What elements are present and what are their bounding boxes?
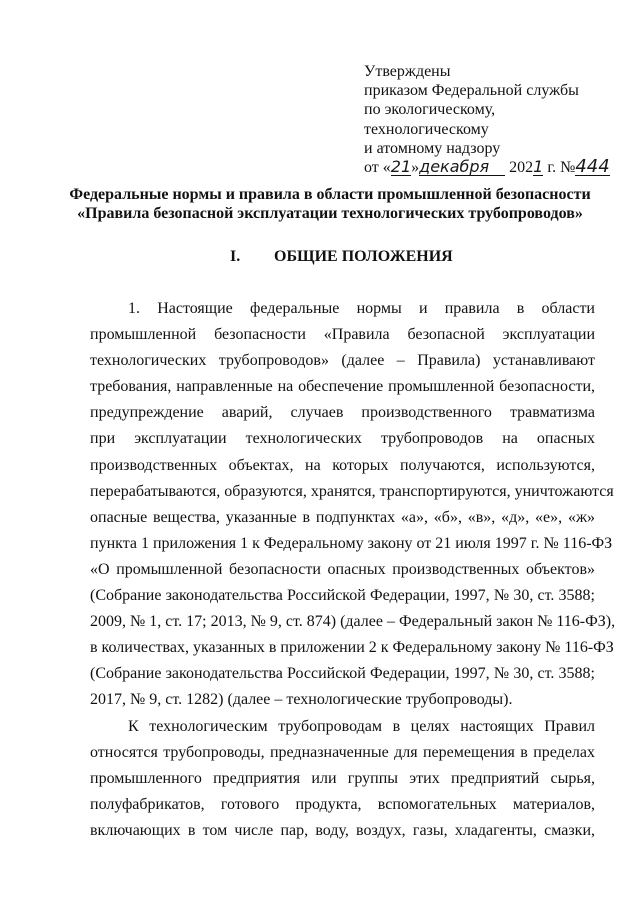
text-line: производственных объектах, на которых получаются, используются, [90, 456, 595, 474]
text-line: предупреждение аварий, случаев производственного травматизма [90, 404, 595, 422]
date-year-prefix: 202 [509, 159, 534, 177]
text-line: промышленного предприятия или группы этих предприятий сырья, [90, 770, 595, 788]
text-line: в количествах, указанных в приложении 2 к Федеральному закону № 116-ФЗ [90, 639, 614, 657]
text-line: технологических трубопроводов» (далее – Правила) устанавливают [90, 352, 595, 370]
text-line: полуфабрикатов, готового продукта, вспомогательных материалов, [90, 796, 595, 814]
text-line: опасные вещества, указанные в подпунктах «а», «б», «в», «д», «е», «ж» [90, 508, 595, 526]
approval-line: Утверждены [364, 63, 451, 80]
date-day: 21 [390, 157, 412, 177]
section-name: ОБЩИЕ ПОЛОЖЕНИЯ [274, 248, 453, 265]
date-mid: » [411, 159, 420, 177]
paragraph-2 [90, 714, 595, 844]
text-line: К технологическим трубопроводам в целях настоящих Правил [128, 718, 595, 735]
text-line: «О промышленной безопасности опасных производственных объектов» [90, 560, 595, 578]
text-line: 2009, № 1, ст. 17; 2013, № 9, ст. 874) (далее – Федеральный закон № 116-ФЗ), [90, 613, 616, 631]
date-month: декабря [419, 159, 505, 176]
text-line: промышленной безопасности «Правила безопасной эксплуатации [90, 326, 595, 344]
text-line: включающих в том числе пар, воду, воздух, газы, хладагенты, смазки, [90, 822, 595, 840]
paragraph-1 [90, 296, 616, 714]
order-number: 444 [575, 156, 610, 178]
section-number: I. [230, 248, 241, 265]
text-line: (Собрание законодательства Российской Федерации, 1997, № 30, ст. 3588; [90, 587, 595, 605]
title-line-2: «Правила безопасной эксплуатации технологических трубопроводов» [77, 205, 583, 222]
text-line: при эксплуатации технологических трубопроводов на опасных [90, 430, 595, 448]
text-line: пункта 1 приложения 1 к Федеральному закону от 21 июля 1997 г. № 116-ФЗ [90, 534, 613, 552]
title-line-1: Федеральные нормы и правила в области промышленной безопасности [69, 186, 591, 203]
date-year-digit: 1 [533, 157, 544, 177]
approval-line: технологическому [364, 120, 489, 138]
text-line: (Собрание законодательства Российской Федерации, 1997, № 30, ст. 3588; [90, 665, 595, 683]
approval-line: приказом Федеральной службы [364, 82, 579, 100]
approval-block [364, 62, 614, 177]
document-title [60, 185, 600, 223]
text-line: 2017, № 9, ст. 1282) (далее – технологические трубопроводы). [90, 691, 513, 709]
date-year-suffix: г. № [543, 159, 576, 177]
text-line: перерабатываются, образуются, хранятся, транспортируются, уничтожаются [90, 482, 614, 500]
approval-line: и атомному надзору [364, 139, 501, 157]
date-prefix: от « [364, 159, 391, 177]
text-line: требования, направленные на обеспечение промышленной безопасности, [90, 378, 595, 396]
text-line: 1. Настоящие федеральные нормы и правила в области [128, 300, 595, 317]
approval-line: по экологическому, [364, 101, 496, 119]
approval-date [364, 158, 614, 177]
text-line: относятся трубопроводы, предназначенные для перемещения в пределах [90, 744, 595, 762]
